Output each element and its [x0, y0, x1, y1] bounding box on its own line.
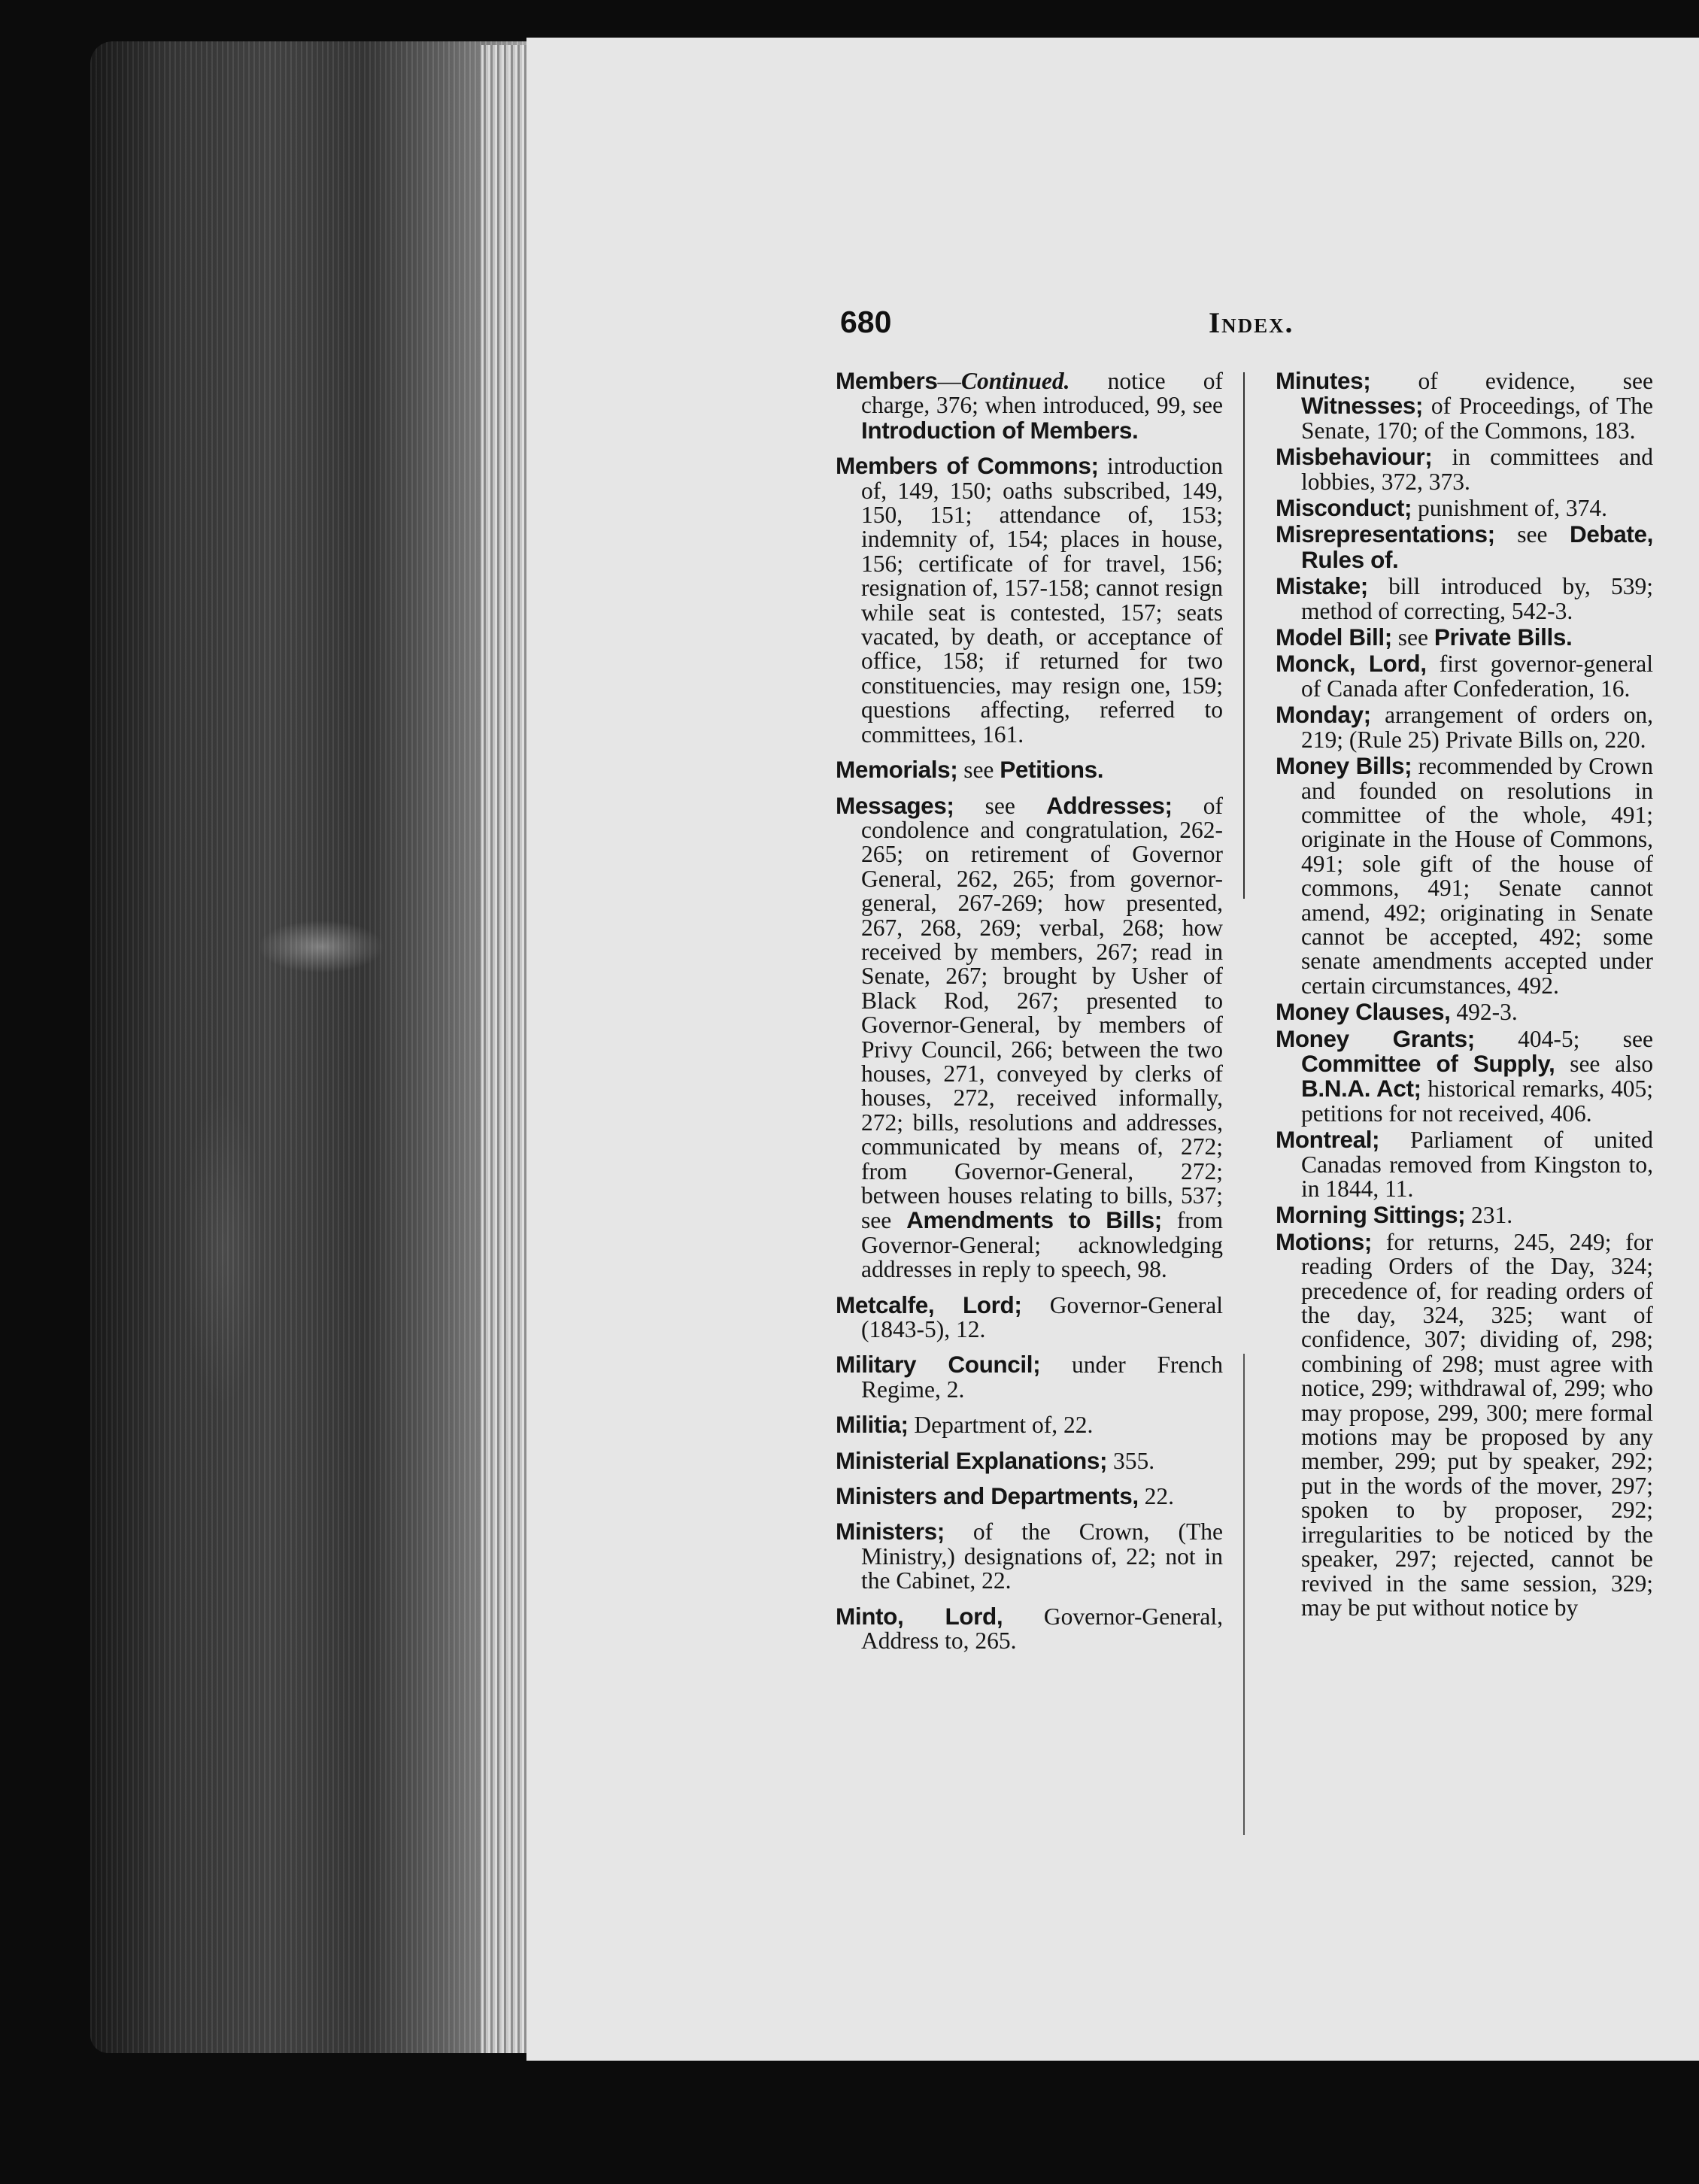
entry-text: 404-5; see: [1474, 1025, 1653, 1052]
index-headword: Morning Sittings;: [1276, 1201, 1466, 1229]
index-entry: [1276, 522, 1653, 572]
index-headword: Misconduct;: [1276, 494, 1412, 522]
index-entry: [1276, 702, 1653, 752]
index-entry: [836, 1448, 1223, 1473]
entry-text: Parliament of united Canadas removed from Kingston to, in 1844, 11.: [1301, 1127, 1653, 1202]
entry-text: arrangement of orders on, 219; (Rule 25) Private Bills on, 220.: [1301, 702, 1653, 753]
index-headword: Messages;: [836, 791, 954, 819]
index-entry: [836, 757, 1223, 782]
cross-reference: Private Bills.: [1434, 623, 1573, 651]
index-entry: [1276, 625, 1653, 650]
index-entry: [1276, 1227, 1653, 1621]
index-headword: Ministers;: [836, 1518, 945, 1545]
index-headword: Montreal;: [1276, 1126, 1380, 1154]
entry-text: for returns, 245, 249; for reading Orders of the Day, 324; precedence of, for reading orders of the day, 324, 325; want of confidence, 307; dividing of, 298; combining of 298; must agree with notice, 299; withdrawal of, 299; who may propose, 299, 300; mere formal motions may be proposed by any member, 299; put by speaker, 292; put in the words of the mover, 297; spoken to by proposer, 292; irregularities to be noticed by the speaker, 297; rejected, cannot be revived in the same session, 329; may be put without notice by: [1301, 1228, 1653, 1621]
index-entry: [836, 1352, 1223, 1402]
entry-text: in committees and lobbies, 372, 373.: [1301, 444, 1653, 495]
index-entry: [1276, 1127, 1653, 1201]
index-headword: Misrepresentations;: [1276, 520, 1495, 548]
index-headword: Mistake;: [1276, 572, 1368, 600]
index-headword: Memorials;: [836, 756, 958, 784]
index-headword: Members of Commons;: [836, 452, 1099, 480]
book-spine: [90, 41, 534, 2053]
entry-text: under French Regime, 2.: [861, 1351, 1223, 1403]
index-headword: Model Bill;: [1276, 623, 1392, 651]
index-entry: [1276, 574, 1653, 623]
index-headword: Money Grants;: [1276, 1024, 1475, 1052]
index-headword: Minto, Lord,: [836, 1602, 1003, 1630]
entry-text: of condolence and congratulation, 262-265; on retirement of Governor General, 262, 265; from governor-general, 267-269; how presented, 267, 268, 269; verbal, 268; how received by members, 267; read in Senate, 267; brought by Usher of Black Rod, 267; presented to Governor-General, by members of Privy Council, 266; between the two houses, 271, conveyed by clerks of houses, 272, received informally, 272; bills, resolutions and addresses, communicated by means of, 272; from Governor-General, 272; between houses relating to bills, 537; see: [861, 792, 1223, 1234]
index-headword: Metcalfe, Lord;: [836, 1291, 1022, 1318]
index-entry: [836, 793, 1223, 1282]
cross-reference: Witnesses;: [1301, 392, 1424, 420]
entry-text: 22.: [1138, 1483, 1174, 1510]
page-number: 680: [840, 305, 892, 339]
entry-text: of Proceedings, of The Senate, 170; of the Commons, 183.: [1301, 393, 1653, 444]
entry-text: see: [957, 757, 1000, 784]
index-entry: [836, 369, 1223, 443]
entry-text: see: [1391, 624, 1434, 651]
cross-reference: Addresses;: [1046, 791, 1173, 819]
running-head: Index.: [1209, 307, 1294, 339]
index-headword: Monday;: [1276, 701, 1371, 729]
index-entry: [1276, 444, 1653, 494]
index-entry: [1276, 1203, 1653, 1227]
entry-text: from Governor-General; acknowledging addresses in reply to speech, 98.: [861, 1207, 1223, 1283]
index-headword: Members: [836, 367, 938, 394]
continued-label: Continued.: [961, 368, 1070, 394]
index-page: [526, 38, 1699, 2061]
cross-reference: Amendments to Bills;: [906, 1206, 1162, 1234]
cross-reference: B.N.A. Act;: [1301, 1075, 1421, 1103]
index-headword: Ministers and Departments,: [836, 1482, 1139, 1510]
cross-reference: Petitions.: [1000, 756, 1104, 784]
index-entry: [1276, 1024, 1653, 1127]
entry-text: of the Crown, (The Ministry,) designations of, 22; not in the Cabinet, 22.: [861, 1518, 1223, 1594]
entry-text: Governor-General (1843-5), 12.: [861, 1291, 1223, 1343]
index-entry: [1276, 999, 1653, 1024]
entry-text: —: [937, 368, 962, 394]
index-entry: [836, 453, 1223, 747]
entry-text: 355.: [1107, 1447, 1155, 1474]
entry-text: 231.: [1465, 1202, 1513, 1229]
index-headword: Money Clauses,: [1276, 998, 1451, 1026]
page-edges: [481, 45, 526, 2053]
index-entry: [836, 1519, 1223, 1593]
index-entry: [836, 1412, 1223, 1437]
index-headword: Monck, Lord,: [1276, 650, 1427, 678]
index-entry: [1276, 651, 1653, 701]
entry-text: see: [954, 792, 1047, 819]
entry-text: first governor-general of Canada after Confederation, 16.: [1301, 651, 1654, 702]
index-headword: Money Bills;: [1276, 752, 1412, 780]
column-divider-lower: [1243, 1354, 1245, 1835]
right-column: [1276, 369, 1653, 1621]
cross-reference: Debate, Rules of.: [1301, 520, 1653, 573]
entry-text: Governor-General, Address to, 265.: [861, 1603, 1223, 1655]
entry-text: punishment of, 374.: [1412, 495, 1607, 522]
index-headword: Militia;: [836, 1411, 909, 1439]
index-entry: [1276, 369, 1653, 443]
index-headword: Misbehaviour;: [1276, 443, 1433, 471]
index-headword: Minutes;: [1276, 367, 1371, 394]
entry-text: see also: [1555, 1050, 1653, 1077]
entry-text: introduction of, 149, 150; oaths subscribed, 149, 150, 151; attendance of, 153; indemnity of, 154; places in house, 156; certificate of for travel, 156; resignation of, 157-158; cannot resign while seat is contested, 157; seats vacated, by death, or acceptance of office, 158; if returned for two constituencies, may resign one, 159; questions affecting, referred to committees, 161.: [861, 453, 1223, 748]
entry-text: bill introduced by, 539; method of correcting, 542-3.: [1301, 573, 1653, 624]
index-entry: [836, 1484, 1223, 1509]
index-headword: Ministerial Explanations;: [836, 1446, 1108, 1474]
column-divider: [1243, 372, 1245, 899]
index-entry: [1276, 754, 1653, 998]
index-entry: [836, 1604, 1223, 1654]
cross-reference: Committee of Supply,: [1301, 1049, 1555, 1077]
entry-text: historical remarks, 405; petitions for not received, 406.: [1301, 1075, 1653, 1127]
entry-text: see: [1494, 521, 1570, 548]
entry-text: of evidence, see: [1370, 368, 1653, 394]
index-entry: [836, 1293, 1223, 1342]
index-headword: Motions;: [1276, 1227, 1373, 1255]
left-column: [836, 369, 1223, 1655]
entry-text: recommended by Crown and founded on resolutions in committee of the whole, 491; originate in the House of Commons, 491; sole gift of the house of commons, 491; Senate cannot amend, 492; originating in Senate cannot be accepted, 492; some senate amendments accepted under certain circumstances, 492.: [1301, 753, 1653, 999]
index-entry: [1276, 496, 1653, 520]
index-headword: Military Council;: [836, 1351, 1041, 1379]
entry-text: Department of, 22.: [908, 1412, 1094, 1439]
page-header: [840, 305, 1699, 350]
entry-text: notice of charge, 376; when introduced, 99, see: [861, 368, 1223, 419]
cross-reference: Introduction of Members.: [861, 416, 1139, 444]
entry-text: 492-3.: [1450, 999, 1518, 1026]
